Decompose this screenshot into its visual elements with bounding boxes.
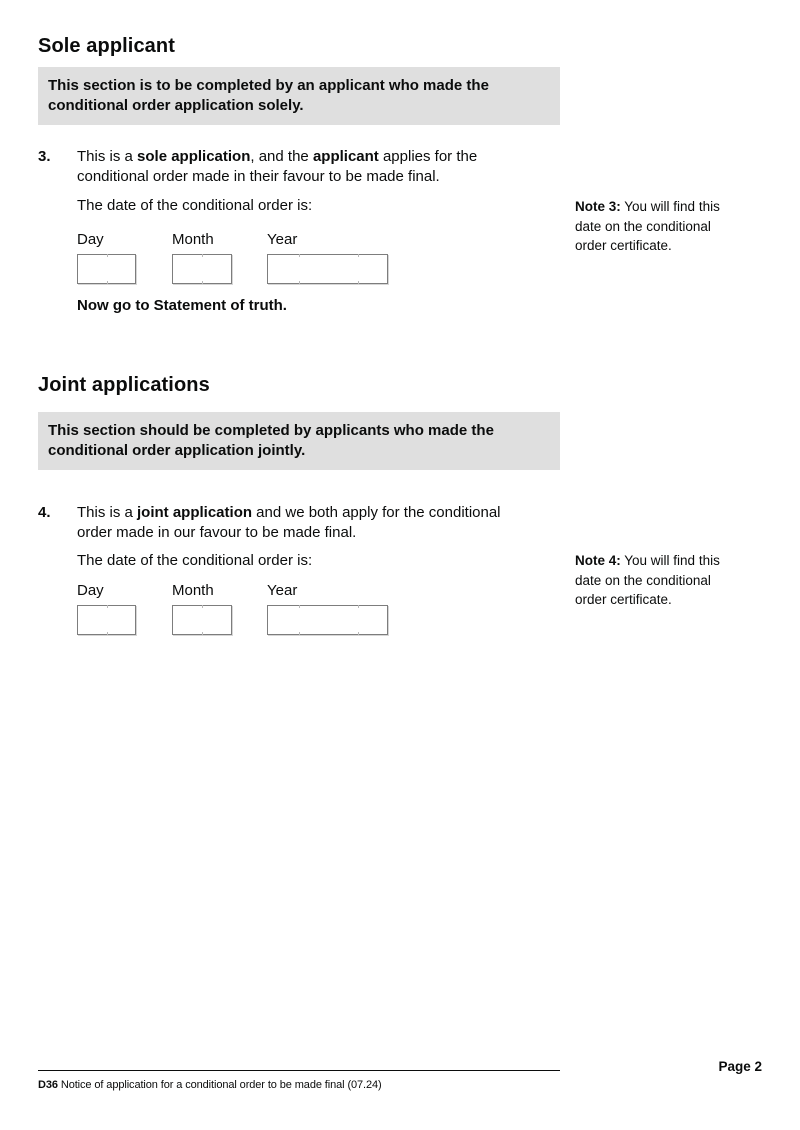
notice-box-sole: This section is to be completed by an applicant who made the conditional order application solely.: [38, 67, 560, 125]
year-label: Year: [267, 231, 298, 248]
month-label: Month: [172, 231, 214, 248]
year-field-box: [267, 254, 388, 284]
notice-box-joint: This section should be completed by applicants who made the conditional order application jointly.: [38, 412, 560, 470]
item-3-number: 3.: [38, 148, 51, 165]
date-intro-joint: The date of the conditional order is:: [77, 552, 313, 569]
month-input-sole[interactable]: [173, 255, 231, 283]
date-row-joint: [77, 581, 407, 636]
heading-joint-applications: Joint applications: [38, 374, 210, 396]
month-field-box: [172, 605, 232, 635]
item-3-text: This is a sole application, and the applicant applies for the conditional order made in their favour to be made final.: [77, 148, 478, 185]
footer-rule: [38, 1070, 560, 1071]
year-input-joint[interactable]: [268, 606, 387, 634]
day-field-box: [77, 605, 136, 635]
day-input-sole[interactable]: [78, 255, 135, 283]
date-row-sole: [77, 230, 407, 285]
note-3: Note 3: You will find this date on the conditional order certificate.: [575, 199, 720, 253]
item-4-text: This is a joint application and we both apply for the conditional order made in our favour to be made final.: [77, 504, 501, 541]
year-label: Year: [267, 582, 298, 599]
note-4: Note 4: You will find this date on the conditional order certificate.: [575, 553, 720, 607]
item-4-number: 4.: [38, 504, 51, 521]
day-label: Day: [77, 582, 104, 599]
day-input-joint[interactable]: [78, 606, 135, 634]
day-field-box: [77, 254, 136, 284]
page-number: Page 2: [718, 1059, 762, 1074]
year-input-sole[interactable]: [268, 255, 387, 283]
date-intro-sole: The date of the conditional order is:: [77, 197, 313, 214]
year-field-box: [267, 605, 388, 635]
month-label: Month: [172, 582, 214, 599]
month-field-box: [172, 254, 232, 284]
goto-statement-of-truth: Now go to Statement of truth.: [77, 297, 287, 314]
footer-form-id-line: D36 Notice of application for a conditional order to be made final (07.24): [38, 1079, 382, 1091]
heading-sole-applicant: Sole applicant: [38, 35, 175, 57]
month-input-joint[interactable]: [173, 606, 231, 634]
day-label: Day: [77, 231, 104, 248]
